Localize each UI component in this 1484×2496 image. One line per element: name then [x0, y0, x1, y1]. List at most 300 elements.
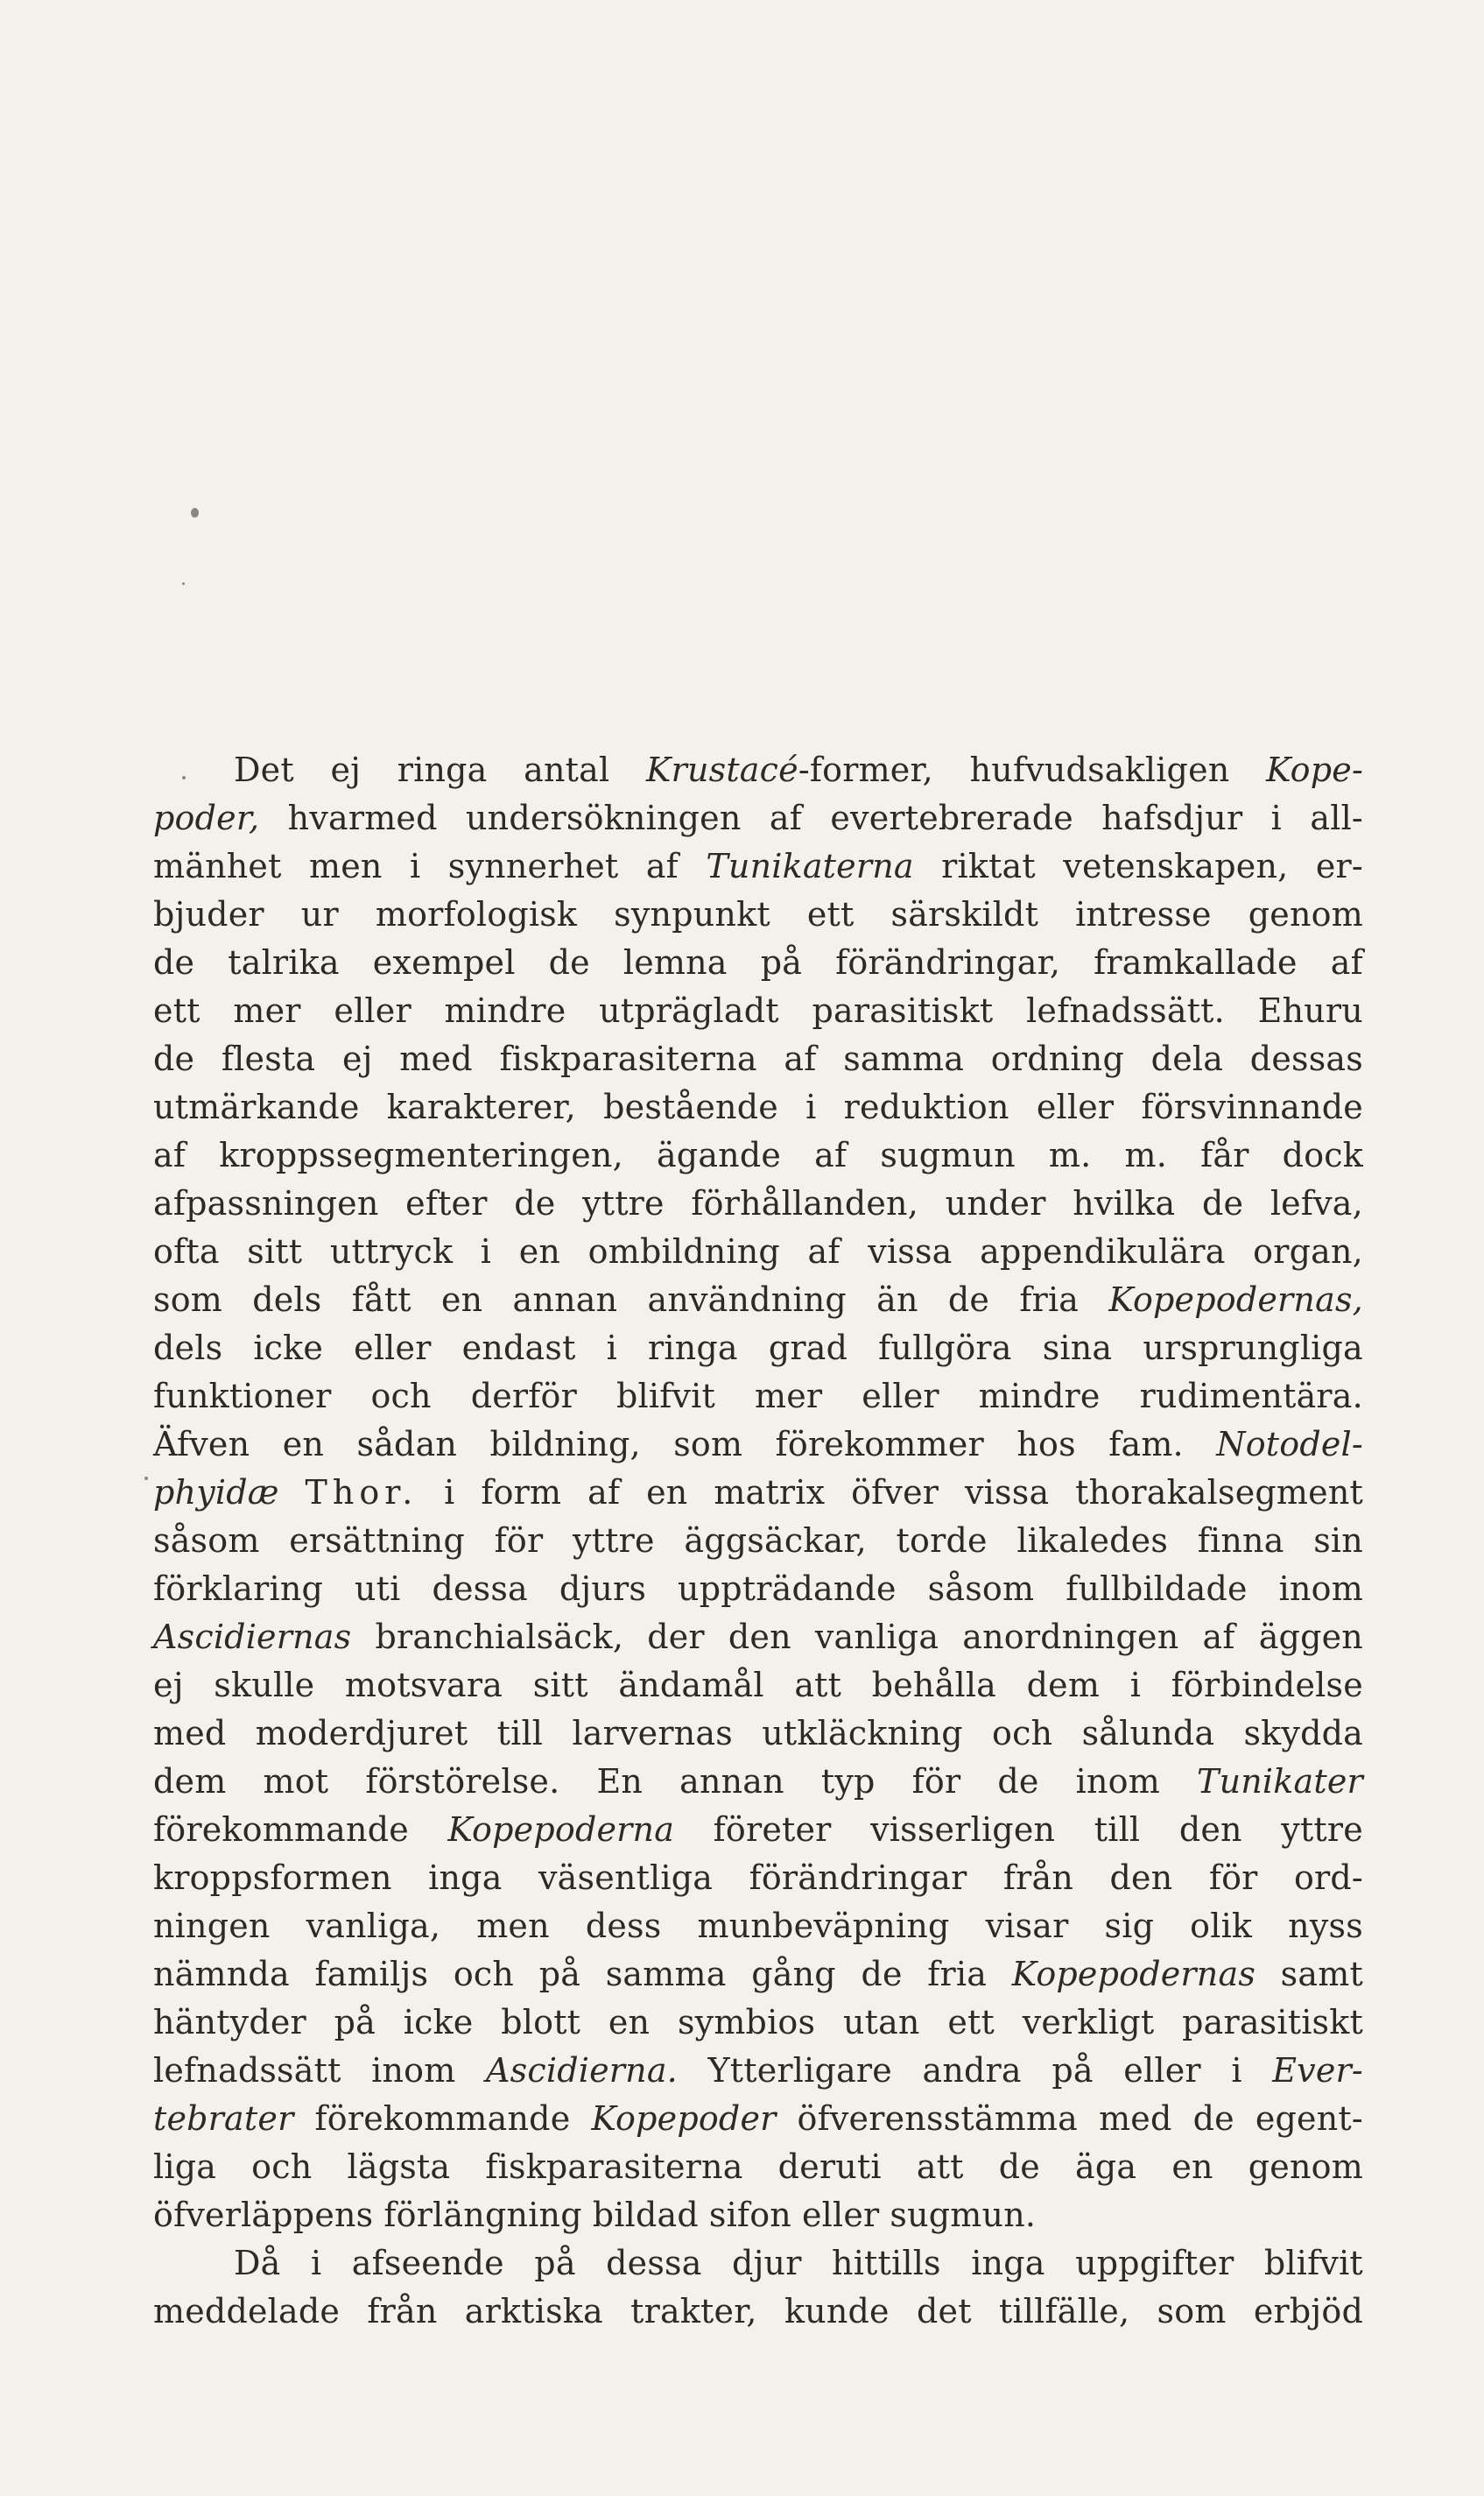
word: får	[1200, 1136, 1249, 1174]
word: dela	[1150, 1040, 1224, 1078]
word: dem	[1026, 1666, 1101, 1704]
word: vetenskapen,	[1063, 847, 1289, 885]
word: inom	[1278, 1569, 1363, 1608]
word: eller	[1036, 1088, 1115, 1126]
word: exempel	[372, 943, 516, 982]
text-line	[153, 1372, 1363, 1421]
word: förlängning	[383, 2196, 582, 2234]
word: blott	[501, 2003, 581, 2041]
word: vissa	[868, 1232, 953, 1271]
text-line	[153, 2143, 1363, 2191]
word: Thor.	[305, 1473, 418, 1512]
word: blifvit	[1263, 2244, 1363, 2282]
word: häntyder	[153, 2003, 306, 2041]
word: ordning	[990, 1040, 1124, 1078]
word: uti	[355, 1569, 401, 1608]
word: fiskparasiterna	[485, 2147, 743, 2186]
word: mer	[755, 1377, 823, 1415]
word: ej	[330, 751, 362, 789]
italic-term: Tunikaterna	[706, 847, 914, 885]
word: Ehuru	[1257, 991, 1363, 1030]
text-line	[153, 1902, 1363, 1950]
italic-term: Notodel-	[1216, 1425, 1363, 1463]
word: och	[370, 1377, 432, 1415]
word: den	[1109, 1858, 1173, 1897]
text-line	[153, 1517, 1363, 1565]
text-line	[153, 1999, 1363, 2047]
word: afseende	[351, 2244, 504, 2282]
word: skydda	[1243, 1714, 1363, 1752]
word: sålunda	[1081, 1714, 1215, 1752]
word: uppgifter	[1075, 2244, 1234, 2282]
word: synnerhet	[447, 847, 619, 885]
word: i	[480, 1232, 492, 1271]
text-line	[153, 2095, 1363, 2143]
word: deruti	[777, 2147, 882, 2186]
italic-term: Ever-	[1272, 2051, 1363, 2090]
italic-term: Krustacé	[646, 751, 798, 789]
word: funktioner	[153, 1377, 332, 1415]
word: m.	[1124, 1136, 1168, 1174]
word: yttre	[573, 1521, 655, 1560]
word: användning	[647, 1280, 847, 1319]
word: mindre	[444, 991, 566, 1030]
text-line	[153, 1035, 1363, 1083]
word: eller	[862, 1377, 939, 1415]
word: form	[481, 1473, 562, 1512]
word: att	[916, 2147, 964, 2186]
word: med	[1099, 2099, 1172, 2138]
word: äggsäckar,	[684, 1521, 867, 1560]
word: Det	[234, 751, 294, 789]
word: tillfälle,	[998, 2292, 1130, 2330]
word: samt	[1280, 1955, 1363, 1993]
word: på	[334, 2003, 376, 2041]
italic-term: Ascidierna.	[486, 2051, 678, 2090]
word: ett	[153, 991, 200, 1030]
word: egent-	[1255, 2099, 1363, 2138]
word: yttre	[582, 1184, 665, 1223]
word: branchialsäck,	[375, 1618, 624, 1656]
word: på	[534, 2244, 576, 2282]
word: dessas	[1249, 1040, 1363, 1078]
word: moderdjuret	[255, 1714, 468, 1752]
word: rudimentära.	[1139, 1377, 1363, 1415]
text-line	[153, 1469, 1363, 1517]
text-line	[153, 746, 1363, 794]
word: inom	[1075, 1762, 1160, 1801]
word: vanliga	[814, 1618, 939, 1656]
word: nyss	[1288, 1907, 1363, 1945]
word: hvilka	[1073, 1184, 1176, 1223]
word: sitt	[532, 1666, 588, 1704]
text-line	[153, 1083, 1363, 1132]
word: icke	[403, 2003, 474, 2041]
word: efter	[405, 1184, 488, 1223]
word: finna	[1197, 1521, 1284, 1560]
word: öfverläppens	[153, 2196, 374, 2234]
word: visar	[985, 1907, 1069, 1945]
word: i	[410, 847, 421, 885]
text-line	[153, 891, 1363, 939]
word: riktat	[941, 847, 1036, 885]
word: ningen	[153, 1907, 271, 1945]
word: som	[1157, 2292, 1227, 2330]
word: väsentliga	[538, 1858, 714, 1897]
word: yttre	[1281, 1810, 1363, 1849]
word: en	[518, 1232, 561, 1271]
word: för	[494, 1521, 544, 1560]
word: inga	[971, 2244, 1045, 2282]
italic-term: Ascidiernas	[153, 1618, 352, 1656]
word: en	[282, 1425, 325, 1463]
word: dock	[1282, 1136, 1363, 1174]
word: mindre	[978, 1377, 1101, 1415]
word: de	[514, 1184, 556, 1223]
word: sina	[1042, 1329, 1113, 1367]
text-line	[153, 1758, 1363, 1806]
text-line	[153, 2288, 1363, 2336]
word: sig	[1104, 1907, 1155, 1945]
paper-speck	[182, 582, 185, 585]
word: arktiska	[464, 2292, 603, 2330]
word: af	[1202, 1618, 1235, 1656]
word: vissa	[965, 1473, 1050, 1512]
word: bildad	[592, 2196, 699, 2234]
word: af	[1330, 943, 1363, 982]
word: sådan	[356, 1425, 458, 1463]
word: thorakalsegment	[1075, 1473, 1363, 1512]
text-line	[153, 1661, 1363, 1710]
word: hos	[1016, 1425, 1076, 1463]
word: förklaring	[153, 1569, 324, 1608]
word: fått	[351, 1280, 411, 1319]
word: morfologisk	[375, 895, 578, 934]
word: af	[153, 1136, 186, 1174]
word: evertebrerade	[830, 799, 1073, 837]
text-line	[153, 1132, 1363, 1180]
word: visserligen	[870, 1810, 1056, 1849]
word: de	[947, 1280, 990, 1319]
word: utmärkande	[153, 1088, 360, 1126]
word: hafsdjur	[1101, 799, 1243, 837]
word: företer	[713, 1810, 832, 1849]
word: såsom	[927, 1569, 1035, 1608]
word: i	[805, 1088, 817, 1126]
word: de	[998, 2147, 1040, 2186]
italic-term: Kopepoder	[591, 2099, 777, 2138]
word: af	[645, 847, 679, 885]
word: m.	[1048, 1136, 1092, 1174]
text-line	[153, 1276, 1363, 1324]
word: en	[608, 2003, 651, 2041]
word: erbjöd	[1253, 2292, 1363, 2330]
word: utkläckning	[762, 1714, 963, 1752]
word: med	[399, 1040, 473, 1078]
word: mer	[233, 991, 301, 1030]
body-text	[153, 746, 1363, 2336]
word: endast	[461, 1329, 576, 1367]
word: ett	[806, 895, 855, 934]
word: utprägladt	[599, 991, 779, 1030]
word: Äfven	[153, 1425, 250, 1463]
word: sugmun	[880, 1136, 1016, 1174]
word: förekommande	[153, 1810, 409, 1849]
word: behålla	[871, 1666, 997, 1704]
word: till	[1094, 1810, 1141, 1849]
word: trakter,	[630, 2292, 757, 2330]
word: mänhet	[153, 847, 282, 885]
word: munbeväpning	[697, 1907, 950, 1945]
italic-term: Kopepodernas,	[1108, 1280, 1363, 1319]
word: särskildt	[890, 895, 1039, 934]
text-line	[153, 2047, 1363, 2095]
word: öfverensstämma	[797, 2099, 1079, 2138]
word: typ	[820, 1762, 876, 1801]
word: der	[647, 1618, 705, 1656]
text-line	[153, 1228, 1363, 1276]
word: äggen	[1258, 1618, 1363, 1656]
word: de	[997, 1762, 1039, 1801]
text-line	[153, 1421, 1363, 1469]
word: bjuder	[153, 895, 264, 934]
text-line	[153, 794, 1363, 843]
word: intresse	[1075, 895, 1212, 934]
word: antal	[524, 751, 610, 789]
word: ej	[341, 1040, 373, 1078]
word: sifon	[708, 2196, 791, 2234]
word: ett	[947, 2003, 995, 2041]
word: gång	[751, 1955, 836, 1993]
word: förändringar,	[835, 943, 1061, 982]
word: ur	[300, 895, 339, 934]
word: förhållanden,	[691, 1184, 919, 1223]
word: anordningen	[962, 1618, 1179, 1656]
word: dem	[153, 1762, 227, 1801]
word: i	[1129, 1666, 1142, 1704]
word: olik	[1190, 1907, 1253, 1945]
word: icke	[253, 1329, 324, 1367]
word: på	[538, 1955, 581, 1993]
word: i	[606, 1329, 617, 1367]
word: en	[1171, 2147, 1213, 2186]
word: i	[1270, 799, 1283, 837]
word: eller	[1123, 2051, 1201, 2090]
word: ändamål	[618, 1666, 764, 1704]
text-line	[153, 987, 1363, 1035]
word: talrika	[228, 943, 340, 982]
word: som	[673, 1425, 743, 1463]
word: utan	[842, 2003, 920, 2041]
word: ej	[153, 1666, 184, 1704]
word: till	[496, 1714, 544, 1752]
word: men	[309, 847, 383, 885]
text-line	[153, 1180, 1363, 1228]
word: i	[310, 2244, 322, 2282]
word: familjs	[314, 1955, 429, 1993]
word: såsom	[153, 1521, 260, 1560]
text-line	[153, 1854, 1363, 1902]
word: dels	[252, 1280, 322, 1319]
word: bestående	[603, 1088, 778, 1126]
word: än	[876, 1280, 918, 1319]
italic-term: Kopepoderna	[447, 1810, 675, 1849]
word: parasitiskt	[1182, 2003, 1363, 2041]
word: de	[153, 1040, 195, 1078]
word: lefnadssätt.	[1026, 991, 1225, 1030]
word: för	[911, 1762, 961, 1801]
text-line	[153, 1806, 1363, 1854]
word: fullgöra	[878, 1329, 1012, 1367]
word: men	[476, 1907, 550, 1945]
word: de	[548, 943, 590, 982]
word: hittills	[832, 2244, 941, 2282]
word: Ytterligare	[707, 2051, 892, 2090]
word: de	[1192, 2099, 1234, 2138]
word: kroppsformen	[153, 1858, 392, 1897]
word: för	[1208, 1858, 1258, 1897]
word: torde	[896, 1521, 988, 1560]
text-line	[153, 1950, 1363, 1999]
word: på	[760, 943, 803, 982]
word: eller	[801, 2196, 880, 2234]
word: samma	[843, 1040, 965, 1078]
word: djurs	[559, 1569, 647, 1608]
word: fria	[1019, 1280, 1080, 1319]
word: fria	[927, 1955, 988, 1993]
word: nämnda	[153, 1955, 290, 1993]
word: med	[153, 1714, 227, 1752]
word: äga	[1075, 2147, 1137, 2186]
word: parasitiskt	[812, 991, 994, 1030]
word: ersättning	[289, 1521, 466, 1560]
word: undersökningen	[466, 799, 742, 837]
italic-term: Kopepodernas	[1011, 1955, 1256, 1993]
italic-term: tebrater	[153, 2099, 294, 2138]
word: och	[251, 2147, 313, 2186]
word: lefva,	[1269, 1184, 1363, 1223]
word: förändringar	[749, 1858, 967, 1897]
word: symbios	[677, 2003, 816, 2041]
text-line	[153, 2191, 1363, 2239]
word: de	[861, 1955, 903, 1993]
word: lägsta	[347, 2147, 451, 2186]
word: karakterer,	[386, 1088, 576, 1126]
word: sin	[1313, 1521, 1363, 1560]
word: framkallade	[1094, 943, 1298, 982]
word: sugmun.	[890, 2196, 1037, 2234]
word: inom	[371, 2051, 456, 2090]
word: bildning,	[489, 1425, 641, 1463]
word: öfver	[851, 1473, 939, 1512]
word: ombildning	[587, 1232, 780, 1271]
word: fullbildade	[1066, 1569, 1248, 1608]
word: ord-	[1293, 1858, 1363, 1897]
word: af	[769, 799, 802, 837]
word: annan	[679, 1762, 784, 1801]
paper-speck	[144, 1477, 148, 1480]
word: mot	[263, 1762, 329, 1801]
word: -former,	[798, 751, 933, 789]
text-line	[153, 843, 1363, 891]
word: hufvudsakligen	[969, 751, 1230, 789]
italic-term: phyidæ	[153, 1473, 279, 1512]
word: flesta	[221, 1040, 316, 1078]
compound-word	[646, 746, 933, 794]
word: inga	[428, 1858, 503, 1897]
word: af	[807, 1232, 840, 1271]
word: de	[1201, 1184, 1244, 1223]
word: blifvit	[616, 1377, 715, 1415]
word: fiskparasiterna	[499, 1040, 757, 1078]
word: genom	[1248, 895, 1363, 934]
word: och	[992, 1714, 1053, 1752]
word: fam.	[1108, 1425, 1184, 1463]
word: af	[814, 1136, 847, 1174]
word: ägande	[656, 1136, 782, 1174]
word: förbindelse	[1171, 1666, 1363, 1704]
word: eller	[354, 1329, 432, 1367]
word: liga	[153, 2147, 217, 2186]
word: i	[444, 1473, 455, 1512]
word: andra	[922, 2051, 1022, 2090]
text-line	[153, 1613, 1363, 1661]
word: verkligt	[1022, 2003, 1155, 2041]
word: ursprungliga	[1143, 1329, 1363, 1367]
word: af	[784, 1040, 817, 1078]
word: förekommer	[775, 1425, 984, 1463]
text-line	[153, 1565, 1363, 1613]
italic-term: Tunikater	[1197, 1762, 1363, 1801]
text-line	[153, 939, 1363, 987]
word: i	[1231, 2051, 1242, 2090]
paper-speck	[191, 508, 199, 518]
word: de	[153, 943, 195, 982]
word: från	[1002, 1858, 1074, 1897]
word: lemna	[622, 943, 728, 982]
word: all-	[1310, 799, 1363, 837]
word: på	[1051, 2051, 1094, 2090]
text-line	[153, 1710, 1363, 1758]
italic-term: poder,	[153, 799, 260, 837]
word: som	[153, 1280, 223, 1319]
word: afpassningen	[153, 1184, 379, 1223]
word: ofta	[153, 1232, 220, 1271]
word: dessa	[606, 2244, 702, 2282]
word: dess	[585, 1907, 662, 1945]
word: motsvara	[344, 1666, 503, 1704]
word: appendikulära	[980, 1232, 1226, 1271]
word: förekommande	[314, 2099, 571, 2138]
word: uppträdande	[678, 1569, 897, 1608]
word: En	[596, 1762, 644, 1801]
word: grad	[768, 1329, 848, 1367]
word: er-	[1315, 847, 1363, 885]
word: skulle	[214, 1666, 315, 1704]
word: eller	[334, 991, 411, 1030]
word: matrix	[714, 1473, 826, 1512]
word: djur	[732, 2244, 802, 2282]
word: ringa	[397, 751, 488, 789]
word: reduktion	[843, 1088, 1009, 1126]
word: synpunkt	[614, 895, 770, 934]
word: och	[453, 1955, 515, 1993]
word: Då	[234, 2244, 281, 2282]
word: kunde	[784, 2292, 890, 2330]
word: ringa	[648, 1329, 738, 1367]
word: uttryck	[329, 1232, 454, 1271]
word: dessa	[432, 1569, 528, 1608]
